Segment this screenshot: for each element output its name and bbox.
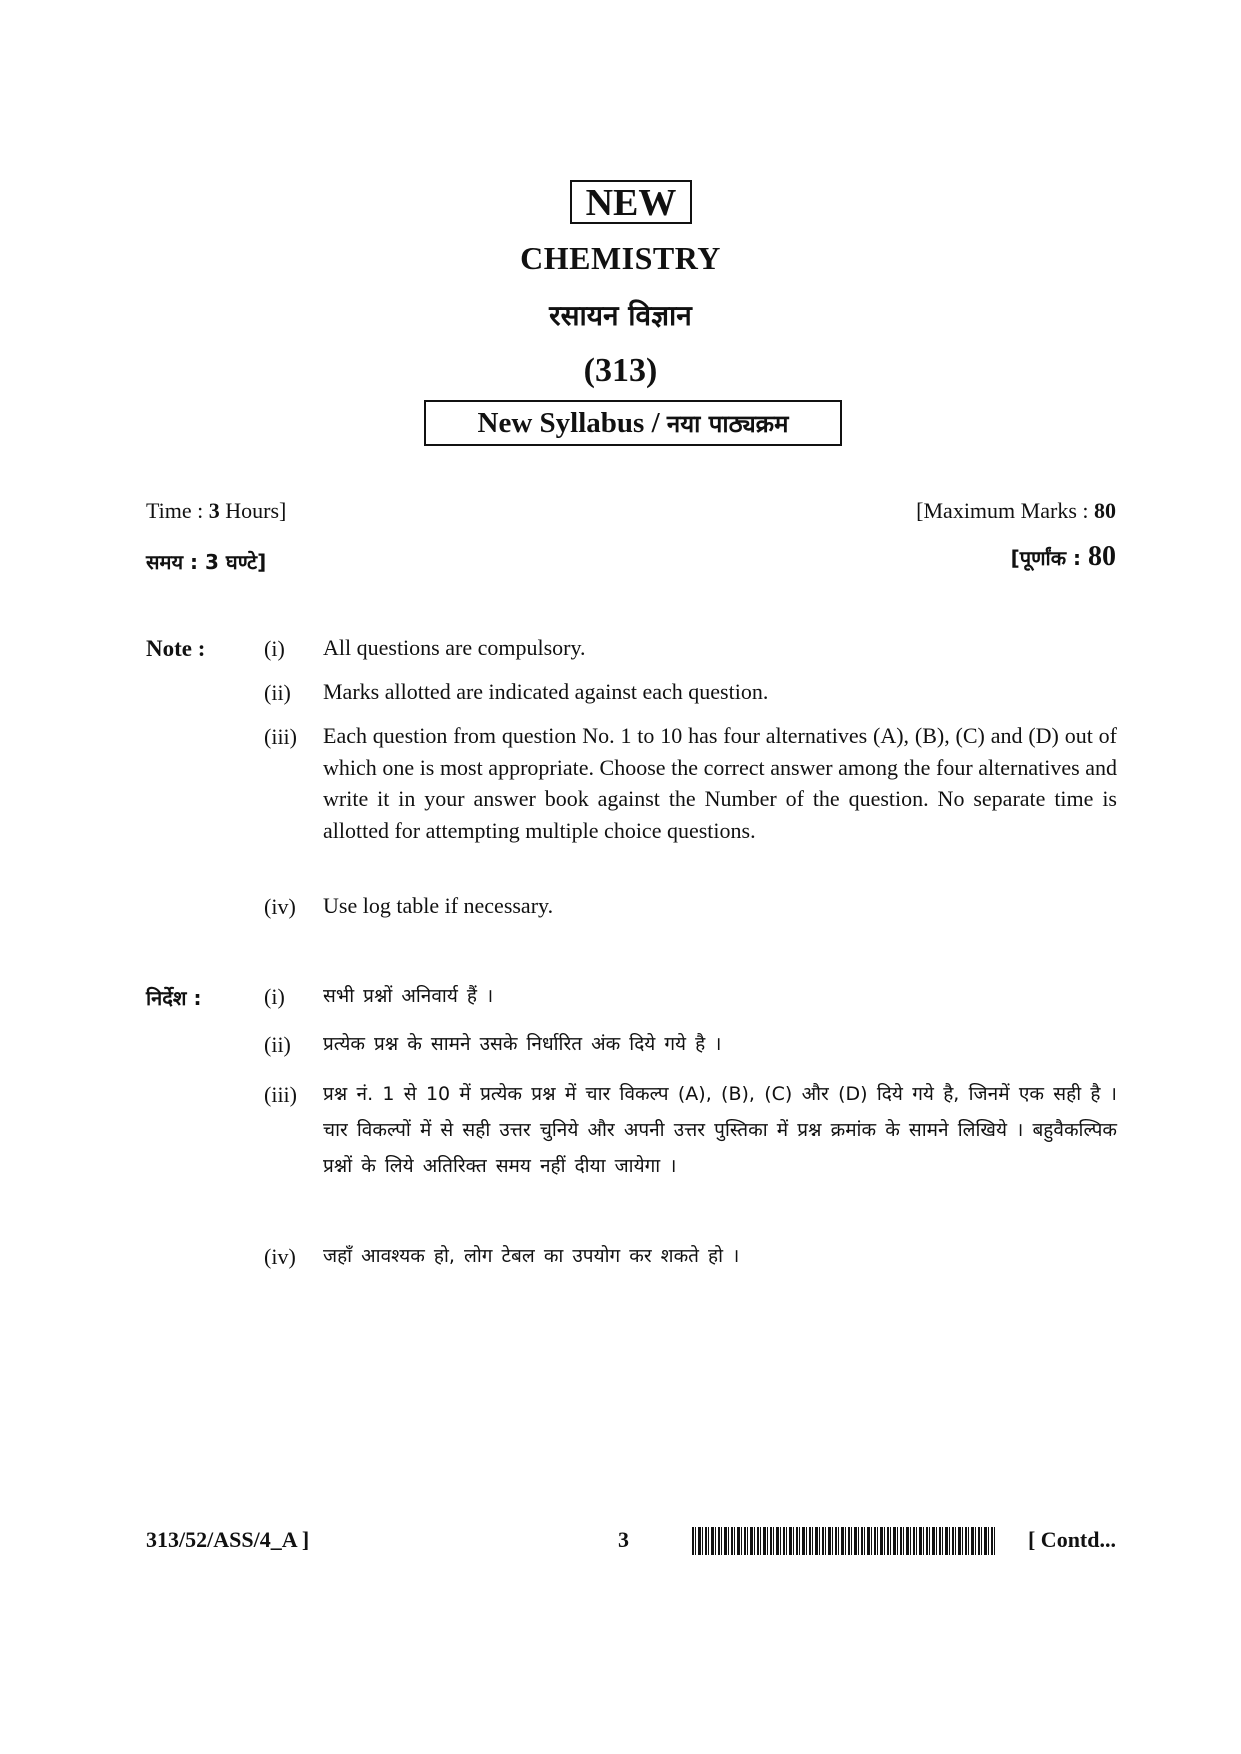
marks-hi-label: [पूर्णांक : [1010, 546, 1088, 570]
marks-hi-value: 80 [1088, 541, 1116, 572]
marks-en-label: [Maximum Marks : [916, 498, 1094, 523]
note-hi-text-1: सभी प्रश्नों अनिवार्य हैं । [323, 985, 494, 1007]
note-hi-text-3: प्रश्न नं. 1 से 10 में प्रत्येक प्रश्न में चार विकल्प (A), (B), (C) और (D) दिये गये है, जिनमें एक सही है । चार विकल्पों में से सही उत्तर चुनिये और अपनी उत्तर पुस्तिका में प्रश्न क्रमांक के सामने लिखिये । बहुवैकल्पिक प्रश्नों के लिये अतिरिक्त समय नहीं दीया जायेगा । [323, 1083, 1117, 1177]
syllabus-hi: नया पाठ्यक्रम [666, 410, 789, 438]
time-hi [146, 548, 266, 575]
note-hi-text-2: प्रत्येक प्रश्न के सामने उसके निर्धारित अंक दिये गये है । [323, 1033, 722, 1055]
note-hi-num-4: (iv) [264, 1244, 296, 1269]
time-hi-value: 3 [205, 550, 219, 574]
note-hi-num-1: (i) [264, 984, 285, 1009]
paper-code: 313/52/ASS/4_A ] [146, 1527, 310, 1552]
subject-title-hi: रसायन विज्ञान [549, 299, 692, 332]
note-en-num-4: (iv) [264, 894, 296, 919]
subject-title-en: CHEMISTRY [520, 240, 721, 276]
syllabus-separator: / [644, 407, 667, 439]
contd-label: [ Contd... [1027, 1527, 1116, 1552]
marks-hi [1011, 541, 1116, 573]
time-en-value: 3 [208, 498, 220, 523]
time-hi-unit: घण्टे] [218, 550, 267, 574]
time-en-label: Time : [146, 498, 209, 523]
note-label-hi: निर्देश : [146, 986, 202, 1010]
note-en-text-2: Marks allotted are indicated against each question. [323, 679, 769, 704]
note-en-text-3: Each question from question No. 1 to 10 has four alternatives (A), (B), (C) and (D) out of which one is most appropriate. Choose the correct answer among the four alternatives and write it in your answer book against the Number of the question. No separate time is allotted for attempting multiple choice questions. [323, 723, 1117, 843]
syllabus-badge [424, 400, 842, 446]
new-badge: NEW [570, 180, 692, 224]
note-hi-num-2: (ii) [264, 1032, 291, 1057]
note-hi-num-3: (iii) [264, 1082, 297, 1107]
time-en-unit: Hours] [219, 498, 287, 523]
note-en-num-1: (i) [264, 636, 285, 661]
note-hi-text-4: जहाँ आवश्यक हो, लोग टेबल का उपयोग कर शकते हो । [323, 1245, 740, 1267]
note-en-text-1: All questions are compulsory. [323, 635, 586, 660]
note-label-en: Note : [146, 636, 206, 661]
marks-en-value: 80 [1094, 498, 1116, 523]
note-en-text-4: Use log table if necessary. [323, 893, 554, 918]
time-en [146, 498, 286, 524]
barcode-icon [692, 1527, 996, 1555]
page-number: 3 [618, 1527, 629, 1552]
marks-en [916, 498, 1116, 524]
subject-code: (313) [583, 352, 658, 389]
note-en-num-2: (ii) [264, 680, 291, 705]
syllabus-en: New Syllabus [477, 407, 645, 439]
time-hi-label: समय : [146, 550, 206, 574]
note-en-num-3: (iii) [264, 724, 297, 749]
